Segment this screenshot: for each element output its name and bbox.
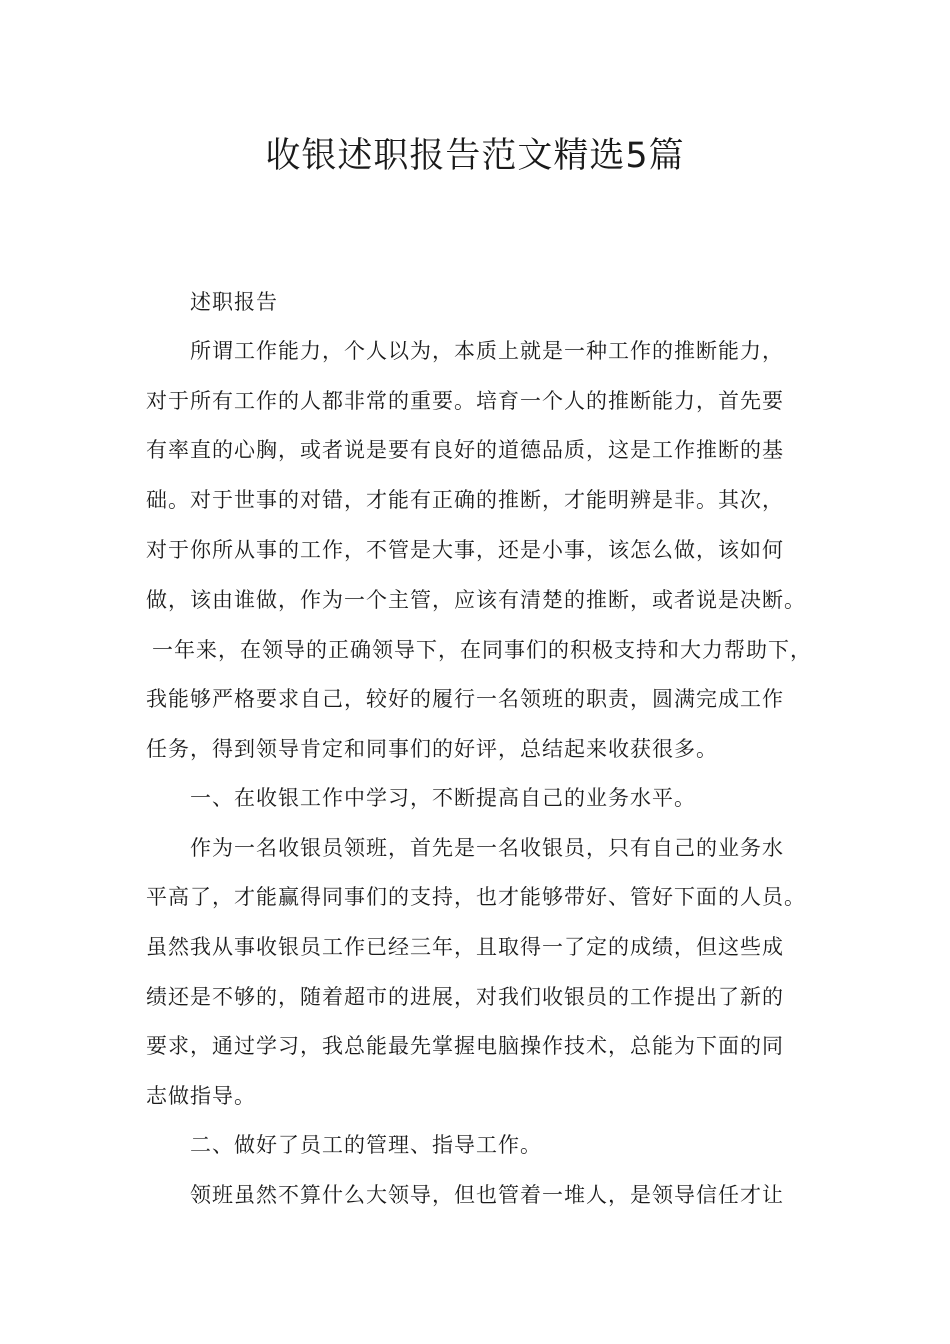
paragraph-line: 平高了，才能赢得同事们的支持，也才能够带好、管好下面的人员。 bbox=[146, 885, 806, 909]
paragraph-line: 做，该由谁做，作为一个主管，应该有清楚的推断，或者说是决断。 bbox=[146, 588, 806, 612]
paragraph-line: 任务，得到领导肯定和同事们的好评，总结起来收获很多。 bbox=[146, 737, 718, 761]
paragraph-line: 虽然我从事收银员工作已经三年，且取得一了定的成绩，但这些成 bbox=[146, 935, 784, 959]
paragraph-line: 一年来，在领导的正确领导下，在同事们的积极支持和大力帮助下， bbox=[152, 638, 812, 662]
paragraph-line: 对于所有工作的人都非常的重要。培育一个人的推断能力，首先要 bbox=[146, 389, 784, 413]
paragraph-line: 领班虽然不算什么大领导，但也管着一堆人，是领导信任才让 bbox=[190, 1183, 784, 1207]
paragraph-line: 础。对于世事的对错，才能有正确的推断，才能明辨是非。其次， bbox=[146, 488, 784, 512]
paragraph-line: 有率直的心胸，或者说是要有良好的道德品质，这是工作推断的基 bbox=[146, 438, 784, 462]
document-title: 收银述职报告范文精选5篇 bbox=[265, 136, 685, 176]
paragraph-line: 志做指导。 bbox=[146, 1084, 256, 1108]
section-heading: 二、做好了员工的管理、指导工作。 bbox=[190, 1133, 542, 1157]
section-heading: 一、在收银工作中学习，不断提高自己的业务水平。 bbox=[190, 786, 696, 810]
paragraph-line: 对于你所从事的工作，不管是大事，还是小事，该怎么做，该如何 bbox=[146, 538, 784, 562]
paragraph-line: 要求，通过学习，我总能最先掌握电脑操作技术，总能为下面的同 bbox=[146, 1034, 784, 1058]
paragraph-line: 所谓工作能力，个人以为，本质上就是一种工作的推断能力， bbox=[190, 339, 784, 363]
section-heading: 述职报告 bbox=[190, 290, 278, 314]
paragraph-line: 绩还是不够的，随着超市的进展，对我们收银员的工作提出了新的 bbox=[146, 985, 784, 1009]
paragraph-line: 我能够严格要求自己，较好的履行一名领班的职责，圆满完成工作 bbox=[146, 687, 784, 711]
paragraph-line: 作为一名收银员领班，首先是一名收银员，只有自己的业务水 bbox=[190, 836, 784, 860]
